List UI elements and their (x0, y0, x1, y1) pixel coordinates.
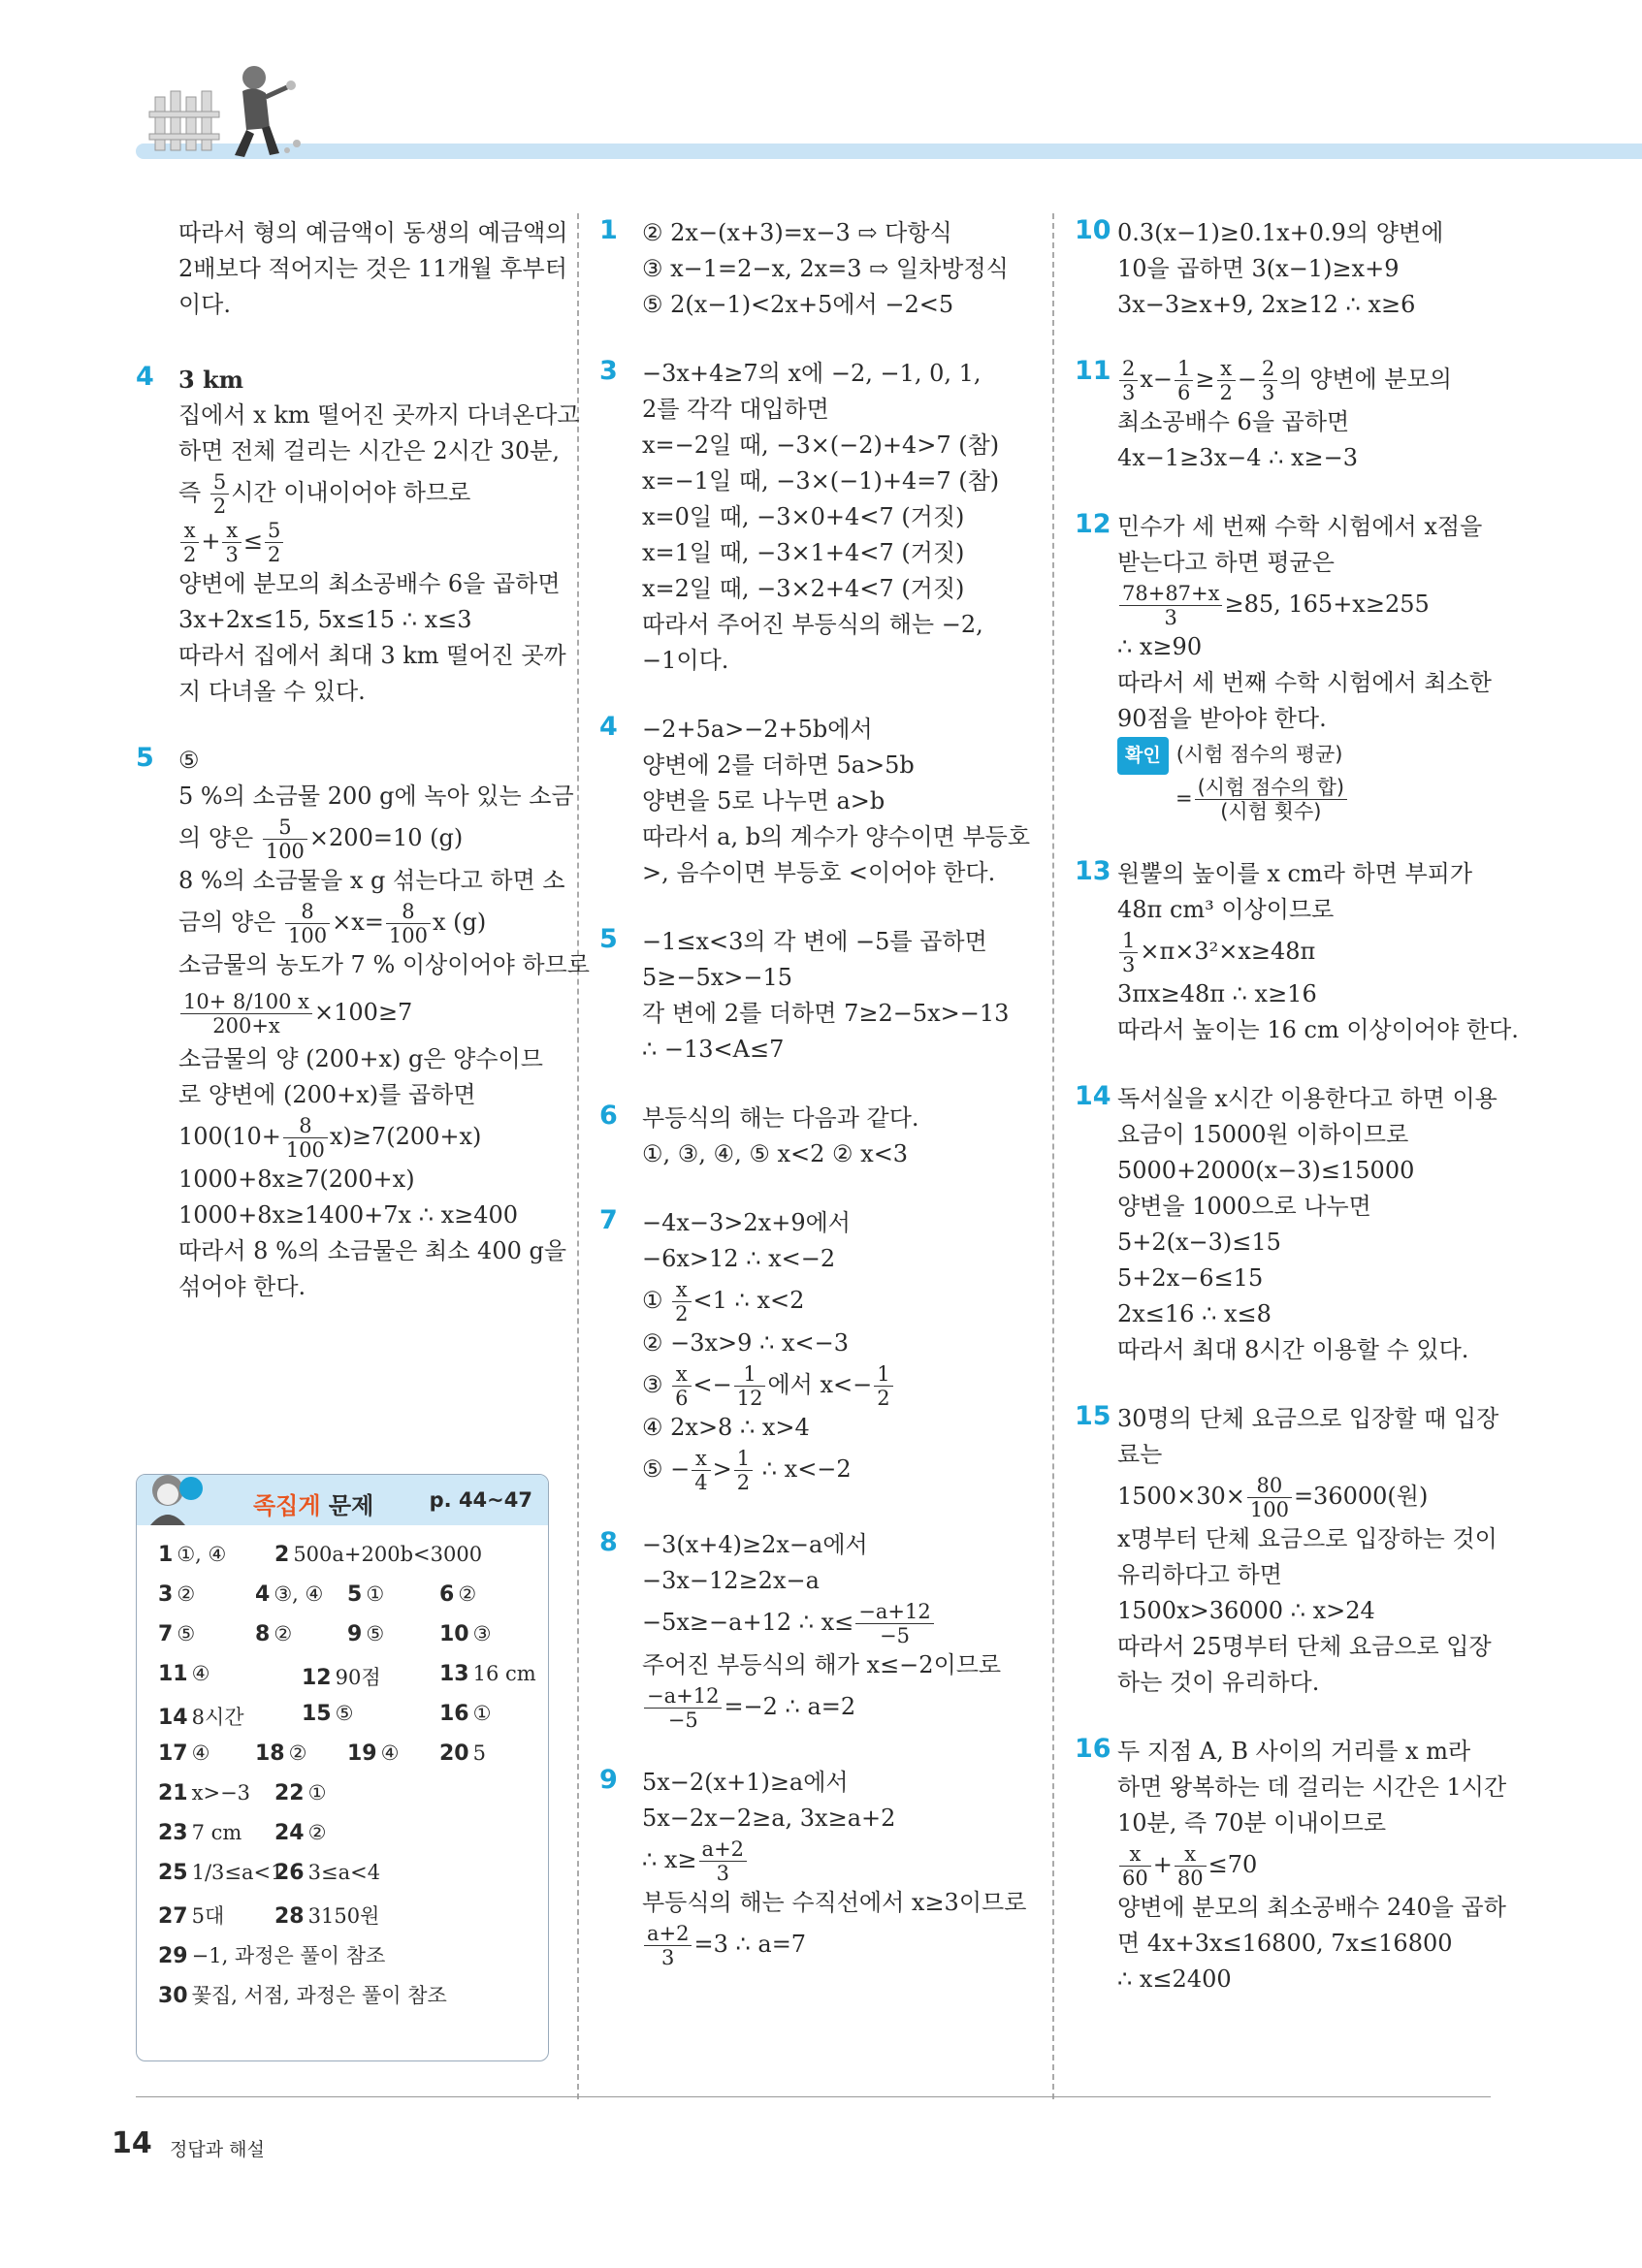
problem-number: 7 (599, 1205, 618, 1235)
text-line: 로 양변에 (200+x)를 곱하면 (178, 1081, 476, 1108)
answer-key-item: 14 8시간 (158, 1706, 244, 1730)
text-line: x=−2일 때, −3×(−2)+4>7 (참) (642, 431, 1000, 459)
answer-key-item: 29 −1, 과정은 풀이 참조 (158, 1944, 386, 1968)
equation: ① $\frac{x}{2}$ <1 ∴ x<2 (642, 1278, 805, 1326)
answer-key-item: 25 1/3≤a<1 (158, 1861, 284, 1885)
equation: $\frac{x}{2}$ + $\frac{x}{3}$ ≤ $\frac{5}{2}$ (178, 518, 553, 566)
footer-divider (136, 2096, 1491, 2097)
answer-key-item: 24 ② (274, 1821, 327, 1845)
solution-3 (599, 356, 1026, 679)
answer-key-item: 8 ② (255, 1622, 293, 1646)
text-line: −6x>12 ∴ x<−2 (642, 1245, 836, 1272)
equation: $\frac{78+87+x}{3}$ ≥85, 165+x≥255 (1117, 581, 1492, 629)
text-line: 5 %의 소금물 200 g에 녹아 있는 소금 (178, 783, 574, 810)
problem-number: 4 (599, 712, 618, 742)
text-line: 양변을 5로 나누면 a>b (642, 787, 885, 815)
answer-key-item: 30 꽃집, 서점, 과정은 풀이 참조 (158, 1984, 447, 2008)
equation: ② −3x>9 ∴ x<−3 (642, 1329, 849, 1357)
answer-key-item: 3 ② (158, 1582, 196, 1607)
problem-number: 4 (136, 362, 154, 392)
text-line: −3x+4≥7의 x에 −2, −1, 0, 1, (642, 360, 982, 387)
problem-number: 15 (1075, 1400, 1111, 1431)
solution-5 (599, 924, 1026, 1068)
problem-number: 5 (599, 924, 618, 954)
text-line: 소금물의 양 (200+x) g은 양수이므 (178, 1045, 543, 1072)
answer-key-item: 28 3150원 (274, 1904, 380, 1929)
text-line: 료는 (1117, 1440, 1163, 1468)
solution-8 (599, 1527, 1026, 1732)
text-line: 5+2(x−3)≤15 (1117, 1228, 1281, 1256)
text-line: 하는 것이 유리하다. (1117, 1668, 1320, 1696)
equation: $\frac{-a+12}{-5}$ =−2 ∴ a=2 (642, 1683, 1026, 1732)
text-line: 집에서 x km 떨어진 곳까지 다녀온다고 (178, 401, 580, 429)
solution-14 (1075, 1080, 1497, 1368)
text-line: 따라서 최대 8시간 이용할 수 있다. (1117, 1335, 1469, 1363)
answer-key-header (137, 1475, 548, 1525)
text-line: 지 다녀올 수 있다. (178, 678, 366, 705)
column-left (136, 215, 590, 1338)
problem-number: 5 (136, 743, 154, 773)
solution-13 (1075, 855, 1519, 1048)
solution-9 (599, 1765, 1026, 1969)
equation: ∴ x≤2400 (1117, 1965, 1232, 1993)
text-line: 민수가 세 번째 수학 시험에서 x점을 (1117, 513, 1483, 540)
text-line: 하면 왕복하는 데 걸리는 시간은 1시간 (1117, 1773, 1507, 1801)
equation: 4x−1≥3x−4 ∴ x≥−3 (1117, 444, 1359, 471)
answer-key-item: 5 ① (347, 1582, 385, 1607)
answer-key-item: 17 ④ (158, 1741, 210, 1766)
tip-badge: 확인 (1117, 737, 1169, 775)
solution-7 (599, 1205, 1026, 1494)
text-line: 하면 전체 걸리는 시간은 2시간 30분, (178, 437, 560, 464)
problem-number: 3 (599, 356, 618, 386)
text-line: −1이다. (642, 647, 729, 674)
answer-key-item: 9 ⑤ (347, 1622, 385, 1646)
text-line: 양변에 분모의 최소공배수 6을 곱하면 (178, 570, 561, 597)
solution-10 (1075, 215, 1492, 323)
footer-label: 정답과 해설 (170, 2139, 265, 2160)
text-line: 양변에 2를 더하면 5a>5b (642, 751, 915, 779)
text-line: 독서실을 x시간 이용한다고 하면 이용 (1117, 1084, 1497, 1112)
text-line: 따라서 a, b의 계수가 양수이면 부등호 (642, 823, 1031, 850)
text-line: 소금물의 농도가 7 % 이상이어야 하므로 (178, 951, 590, 978)
text-line: 8 %의 소금물을 x g 섞는다고 하면 소 (178, 867, 565, 894)
text-line: 주어진 부등식의 해가 x≤−2이므로 (642, 1651, 1002, 1678)
equation: $\frac{1}{3}$ ×π×3²×x≥48π (1117, 928, 1492, 976)
text-line: x=−1일 때, −3×(−1)+4=7 (참) (642, 467, 1000, 495)
answer-key-item: 4 ③, ④ (255, 1582, 324, 1607)
gardener-illustration-icon (145, 58, 310, 165)
answer: ⑤ (178, 747, 200, 774)
answer-key-item: 6 ② (439, 1582, 477, 1607)
answer-key-item: 19 ④ (347, 1741, 400, 1766)
text-line: >, 음수이면 부등호 <이어야 한다. (642, 859, 996, 886)
solution-6 (599, 1101, 1026, 1172)
text-line: 부등식의 해는 다음과 같다. (642, 1104, 919, 1132)
text-line: 최소공배수 6을 곱하면 (1117, 408, 1350, 435)
column-right (1075, 215, 1519, 2030)
answer-key-box (136, 1474, 549, 2061)
text-line: 받는다고 하면 평균은 (1117, 549, 1335, 576)
text-line: −2+5a>−2+5b에서 (642, 716, 873, 743)
text-line: −1≤x<3의 각 변에 −5를 곱하면 (642, 928, 987, 955)
problem-number: 8 (599, 1527, 618, 1557)
answer-key-item: 18 ② (255, 1741, 307, 1766)
solution-4 (136, 362, 580, 710)
text-line: 따라서 형의 예금액이 동생의 예금액의 (178, 219, 568, 246)
text-line: 이다. (178, 291, 231, 318)
text-line: ①, ③, ④, ⑤ x<2 ② x<3 (642, 1140, 909, 1167)
problem-number: 11 (1075, 356, 1111, 386)
answer-key-item: 16 ① (439, 1702, 492, 1726)
text-line: 5000+2000(x−3)≤15000 (1117, 1156, 1415, 1184)
answer-key-item: 23 7 cm (158, 1821, 242, 1845)
equation: ∴ x≥ $\frac{a+2}{3}$ (642, 1837, 1026, 1885)
equation: −5x≥−a+12 ∴ x≤ $\frac{-a+12}{-5}$ (642, 1599, 1026, 1647)
equation: 1000+8x≥1400+7x ∴ x≥400 (178, 1201, 519, 1229)
text-line: 즉 $\frac{5}{2}$ 시간 이내이어야 하므로 (178, 470, 471, 518)
answer-key-item: 7 ⑤ (158, 1622, 196, 1646)
text-line: 부등식의 해는 수직선에서 x≥3이므로 (642, 1889, 1027, 1916)
text-line: 따라서 세 번째 수학 시험에서 최소한 (1117, 669, 1492, 696)
equation: 1500×30× $\frac{80}{100}$ =36000(원) (1117, 1473, 1429, 1521)
answer-key-item: 26 3≤a<4 (274, 1861, 381, 1885)
text-line: 2x≤16 ∴ x≤8 (1117, 1299, 1272, 1327)
column-middle (599, 215, 1031, 2002)
answer-key-item: 1 ①, ④ (158, 1543, 227, 1567)
problem-number: 10 (1075, 215, 1111, 245)
problem-number: 1 (599, 215, 618, 245)
text-line: 30명의 단체 요금으로 입장할 때 입장 (1117, 1404, 1499, 1432)
equation: 100(10+ $\frac{8}{100}$ x)≥7(200+x) (178, 1114, 482, 1162)
answer-key-title: 족집게 문제 (253, 1492, 374, 1519)
text-line: 10을 곱하면 3(x−1)≥x+9 (1117, 255, 1400, 282)
solution-15 (1075, 1400, 1499, 1701)
answer-key-item: 11 ④ (158, 1662, 210, 1686)
tip-note: 확인 (시험 점수의 평균) = $\frac{\text{(시험 점수의 합)}}{\text{(시험 횟수)}}$ (1117, 737, 1492, 823)
header-band (136, 144, 1642, 159)
solution-16 (1075, 1733, 1507, 1997)
equation: 3x+2x≤15, 5x≤15 ∴ x≤3 (178, 606, 472, 633)
solution-11 (1075, 356, 1492, 476)
solution-12 (1075, 509, 1492, 823)
text-line: 요금이 15000원 이하이므로 (1117, 1120, 1409, 1148)
problem-number: 12 (1075, 509, 1111, 539)
text-line: 따라서 25명부터 단체 요금으로 입장 (1117, 1632, 1492, 1660)
text-line: 금의 양은 $\frac{8}{100}$ ×x= $\frac{8}{100}$ x (g) (178, 900, 487, 947)
problem-number: 14 (1075, 1080, 1111, 1111)
text-line: 섞어야 한다. (178, 1273, 306, 1300)
answer: 3 km (178, 366, 244, 394)
equation: ∴ x≥90 (1117, 633, 1203, 660)
answer-key-item: 20 5 (439, 1741, 486, 1766)
page-number: 14 (112, 2126, 152, 2160)
text-line: 3x−3≥x+9, 2x≥12 ∴ x≥6 (1117, 291, 1416, 318)
column-divider (577, 213, 579, 2099)
text-line: −4x−3>2x+9에서 (642, 1209, 851, 1236)
text-line: 따라서 8 %의 소금물은 최소 400 g을 (178, 1237, 567, 1264)
equation: 3πx≥48π ∴ x≥16 (1117, 979, 1317, 1007)
answer-key-item: 27 5대 (158, 1904, 225, 1929)
text-line: 5x−2x−2≥a, 3x≥a+2 (642, 1805, 896, 1832)
equation: ⑤ − $\frac{x}{4}$ > $\frac{1}{2}$ ∴ x<−2 (642, 1447, 852, 1494)
answer-key-item: 15 ⑤ (302, 1702, 354, 1726)
equation: ④ 2x>8 ∴ x>4 (642, 1414, 810, 1441)
equation: ③ $\frac{x}{6}$ <− $\frac{1}{12}$ 에서 x<− $\frac{1}{2}$ (642, 1361, 1026, 1410)
equation: 1500x>36000 ∴ x>24 (1117, 1596, 1375, 1624)
text-line: 따라서 집에서 최대 3 km 떨어진 곳까 (178, 642, 566, 669)
text-line: 원뿔의 높이를 x cm라 하면 부피가 (1117, 859, 1473, 887)
text-line: x=0일 때, −3×0+4<7 (거짓) (642, 503, 965, 530)
problem-number: 13 (1075, 855, 1111, 886)
equation: 1000+8x≥7(200+x) (178, 1166, 415, 1193)
text-line: ∴ −13<A≤7 (642, 1036, 785, 1063)
answer-key-item: 13 16 cm (439, 1662, 536, 1686)
equation: $\frac{2}{3}$ x− $\frac{1}{6}$ ≥ $\frac{x}{2}$ − $\frac{2}{3}$ 의 양변에 분모의 (1117, 356, 1492, 404)
problem-number: 16 (1075, 1733, 1111, 1764)
text-line: 48π cm³ 이상이므로 (1117, 895, 1335, 923)
text-line: −3(x+4)≥2x−a에서 (642, 1531, 868, 1558)
text-line: 2배보다 적어지는 것은 11개월 후부터 (178, 255, 567, 282)
text-line: 각 변에 2를 더하면 7≥2−5x>−13 (642, 1000, 1010, 1027)
answer-key-item: 21 x>−3 (158, 1781, 251, 1805)
page-range: p. 44~47 (429, 1488, 532, 1512)
text-line: 양변에 분모의 최소공배수 240을 곱하 (1117, 1893, 1506, 1921)
answer-key-item: 12 90점 (302, 1666, 381, 1690)
text-line: 5+2x−6≤15 (1117, 1263, 1264, 1292)
text-line: ③ x−1=2−x, 2x=3 ⇨ 일차방정식 (642, 255, 1009, 282)
answer-key-item: 22 ① (274, 1781, 327, 1805)
answer-key-item: 10 ③ (439, 1622, 492, 1646)
answer-key-item: 2 500a+200b<3000 (274, 1543, 483, 1567)
text-line: 0.3(x−1)≥0.1x+0.9의 양변에 (1117, 219, 1444, 246)
text-line: 유리하다고 하면 (1117, 1560, 1282, 1588)
equation: $\frac{a+2}{3}$ =3 ∴ a=7 (642, 1921, 1026, 1969)
text-line: 90점을 받아야 한다. (1117, 705, 1327, 732)
text-line: x=2일 때, −3×2+4<7 (거짓) (642, 575, 965, 602)
solution-5 (136, 743, 590, 1305)
equation: $\frac{10+ 8/100 x}{200+x}$ ×100≥7 (178, 983, 553, 1041)
text-line: −3x−12≥2x−a (642, 1567, 820, 1594)
text-line: x=1일 때, −3×1+4<7 (거짓) (642, 539, 965, 566)
column-divider (1052, 213, 1054, 2099)
student-badge-icon (146, 1469, 205, 1525)
text-line: 따라서 주어진 부등식의 해는 −2, (642, 611, 983, 638)
text-line: ⑤ 2(x−1)<2x+5에서 −2<5 (642, 291, 954, 318)
continued-solution (136, 215, 568, 323)
text-line: 10분, 즉 70분 이내이므로 (1117, 1808, 1387, 1837)
solution-4 (599, 712, 1031, 891)
problem-number: 6 (599, 1101, 618, 1131)
text-line: 2를 각각 대입하면 (642, 396, 829, 423)
text-line: 두 지점 A, B 사이의 거리를 x m라 (1117, 1737, 1471, 1765)
text-line: 5≥−5x>−15 (642, 964, 793, 991)
text-line: 양변을 1000으로 나누면 (1117, 1192, 1371, 1220)
text-line: 5x−2(x+1)≥a에서 (642, 1769, 849, 1796)
text-line: ② 2x−(x+3)=x−3 ⇨ 다항식 (642, 219, 952, 246)
text-line: 의 양은 $\frac{5}{100}$ ×200=10 (g) (178, 815, 464, 863)
problem-number: 9 (599, 1765, 618, 1795)
equation: 면 4x+3x≤16800, 7x≤16800 (1117, 1929, 1453, 1957)
solution-1 (599, 215, 1026, 323)
text-line: 따라서 높이는 16 cm 이상이어야 한다. (1117, 1015, 1519, 1043)
text-line: x명부터 단체 요금으로 입장하는 것이 (1117, 1524, 1497, 1552)
equation: $\frac{x}{60}$ + $\frac{x}{80}$ ≤70 (1117, 1841, 1492, 1890)
